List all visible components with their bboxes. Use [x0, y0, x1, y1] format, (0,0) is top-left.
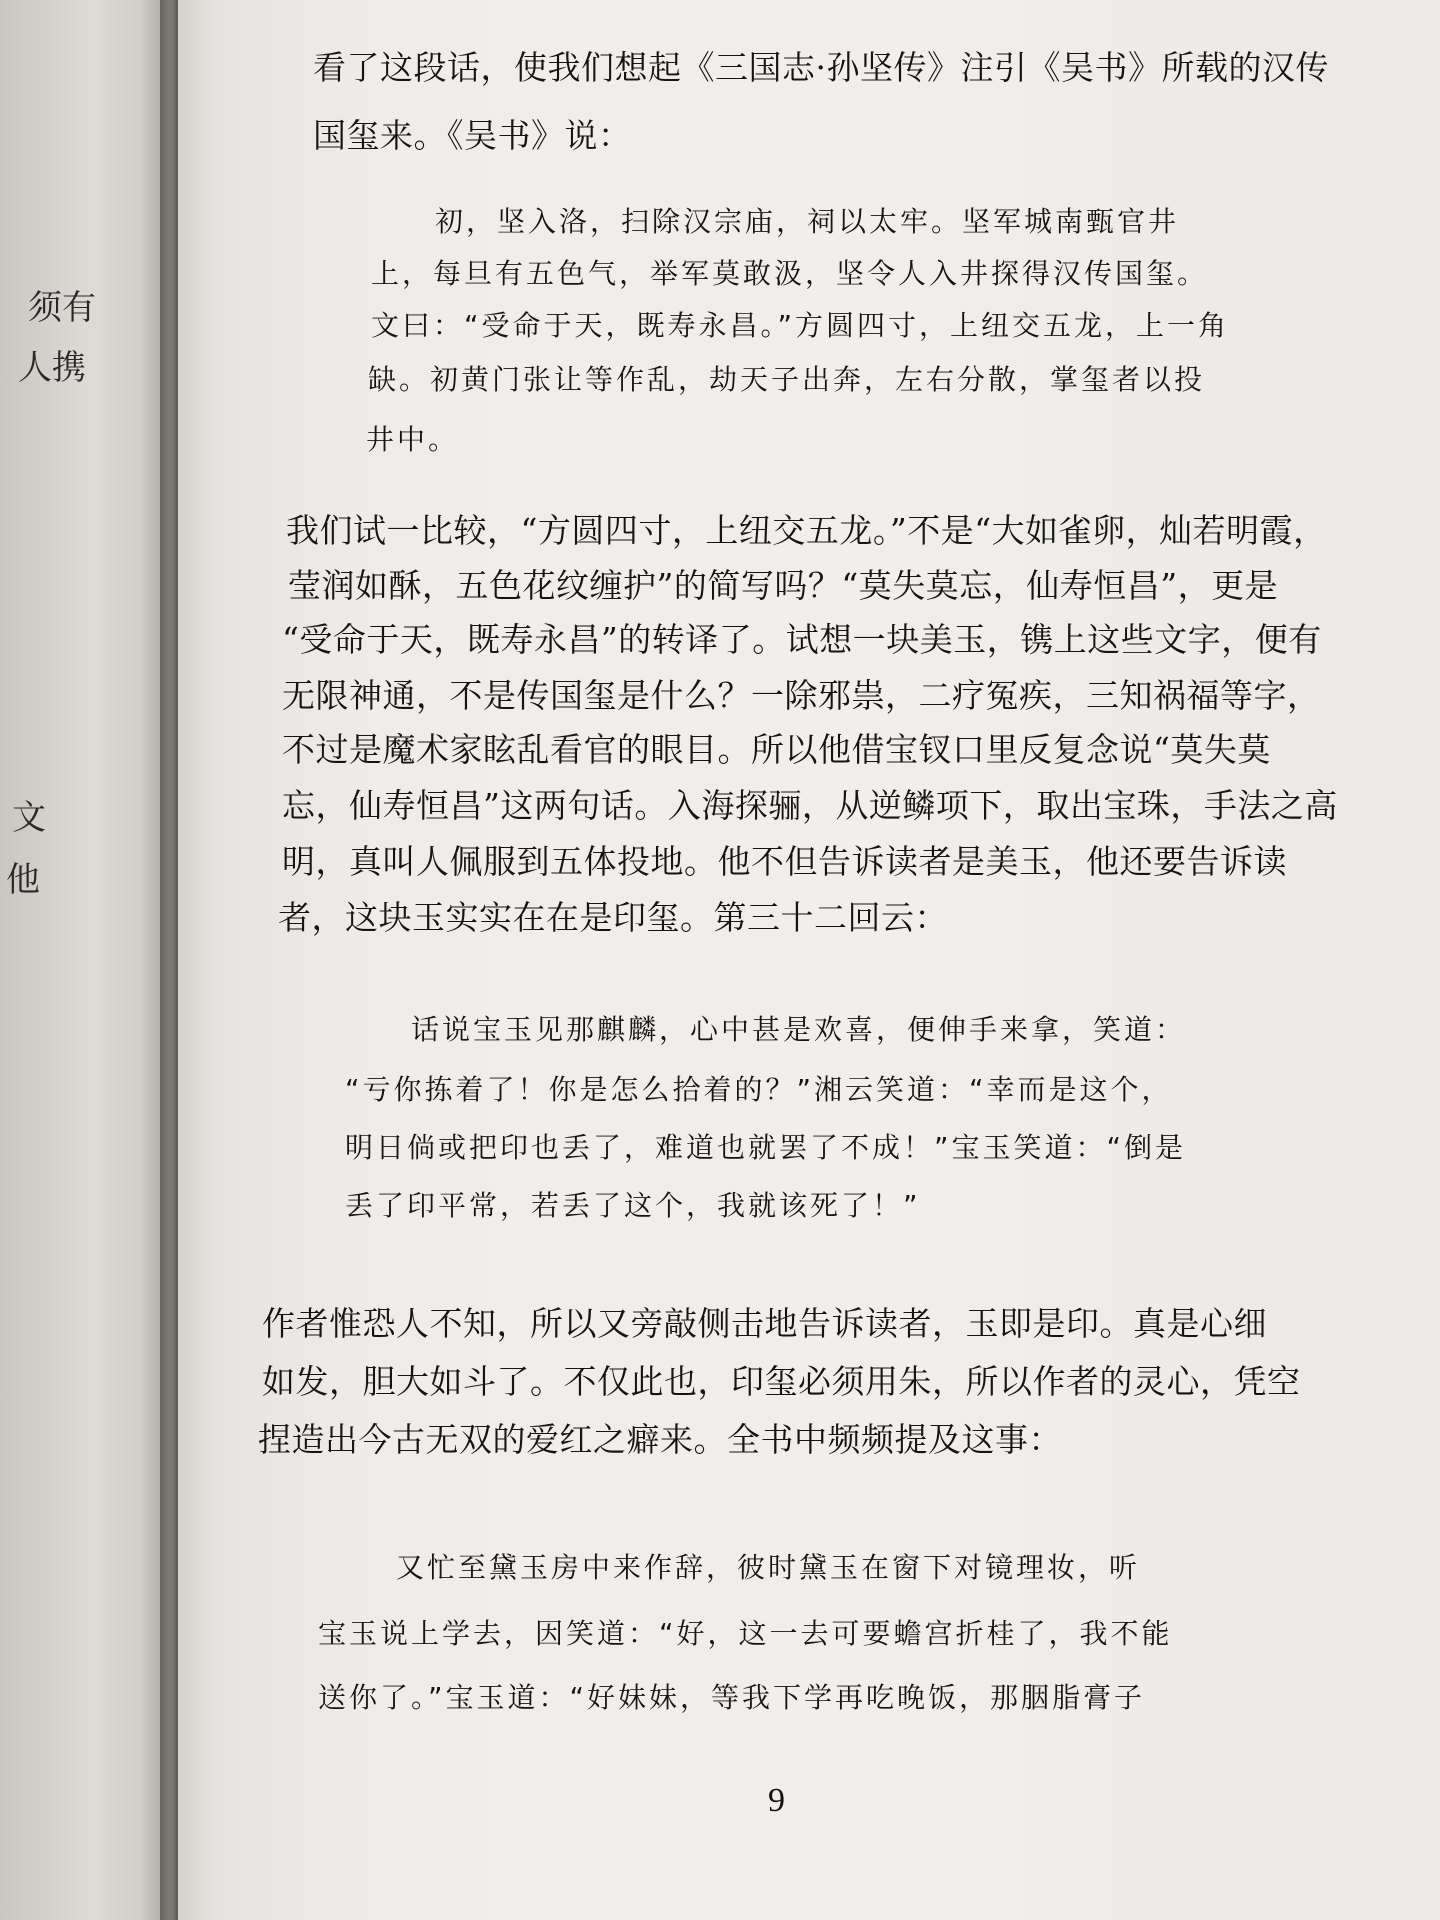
paragraph-line: 我们试一比较，“方圆四寸，上纽交五龙。”不是“大如雀卵，灿若明霞， [286, 511, 1327, 550]
left-page-fragment-text: 文 [12, 798, 46, 838]
quote-line: 送你了。”宝玉道：“好妹妹，等我下学再吃晚饭，那胭脂膏子 [318, 1681, 1146, 1714]
quote-line: 井中。 [366, 423, 460, 456]
paragraph-line: 忘，仙寿恒昌”这两句话。入海探骊，从逆鳞项下，取出宝珠，手法之高 [282, 786, 1338, 825]
quote-line: 缺。初黄门张让等作乱，劫天子出奔，左右分散，掌玺者以投 [368, 363, 1206, 396]
quote-line: 又忙至黛玉房中来作辞，彼时黛玉在窗下对镜理妆，听 [396, 1551, 1141, 1584]
quote-line: 明日倘或把印也丢了，难道也就罢了不成！”宝玉笑道：“倒是 [345, 1131, 1187, 1164]
quote-line: “亏你拣着了！你是怎么拾着的？”湘云笑道：“幸而是这个， [345, 1073, 1173, 1106]
quote-line: 文曰：“受命于天，既寿永昌。”方圆四寸，上纽交五龙，上一角 [371, 309, 1230, 342]
paragraph-line: 捏造出今古无双的爱红之癖来。全书中频频提及这事： [258, 1420, 1062, 1459]
left-page-fragment-text: 人携 [18, 348, 86, 388]
paragraph-line: 者，这块玉实实在在是印玺。第三十二回云： [278, 898, 948, 937]
paragraph-line: 不过是魔术家眩乱看官的眼目。所以他借宝钗口里反复念说“莫失莫 [282, 730, 1271, 769]
paragraph-line: “受命于天，既寿永昌”的转译了。试想一块美玉，镌上这些文字，便有 [282, 620, 1322, 659]
quote-line: 话说宝玉见那麒麟，心中甚是欢喜，便伸手来拿，笑道： [411, 1013, 1187, 1046]
page-number: 9 [768, 1782, 785, 1819]
paragraph-line: 如发，胆大如斗了。不仅此也，印玺必须用朱，所以作者的灵心，凭空 [262, 1362, 1301, 1401]
quote-line: 丢了印平常，若丢了这个，我就该死了！” [345, 1189, 921, 1222]
paragraph-line: 无限神通，不是传国玺是什么？一除邪祟，二疗冤疾，三知祸福等字， [282, 676, 1321, 715]
book-page [178, 0, 1440, 1920]
left-page-fragment-text: 须有 [28, 288, 96, 328]
paragraph-line: 作者惟恐人不知，所以又旁敲侧击地告诉读者，玉即是印。真是心细 [262, 1304, 1267, 1343]
paragraph-line: 明，真叫人佩服到五体投地。他不但告诉读者是美玉，他还要告诉读 [282, 842, 1287, 881]
paragraph-line: 国玺来。《吴书》说： [313, 116, 632, 155]
paragraph-line: 看了这段话，使我们想起《三国志·孙坚传》注引《吴书》所载的汉传 [313, 48, 1329, 87]
quote-line: 上，每旦有五色气，举军莫敢汲，坚令人入井探得汉传国玺。 [371, 257, 1209, 290]
quote-line: 初，坚入洛，扫除汉宗庙，祠以太牢。坚军城南甄官井 [435, 205, 1180, 238]
left-page-fragment [0, 0, 168, 1920]
paragraph-line: 莹润如酥，五色花纹缠护”的简写吗？“莫失莫忘，仙寿恒昌”，更是 [288, 566, 1279, 605]
quote-line: 宝玉说上学去，因笑道：“好，这一去可要蟾宫折桂了，我不能 [318, 1617, 1173, 1650]
left-page-fragment-text: 他 [6, 860, 40, 900]
